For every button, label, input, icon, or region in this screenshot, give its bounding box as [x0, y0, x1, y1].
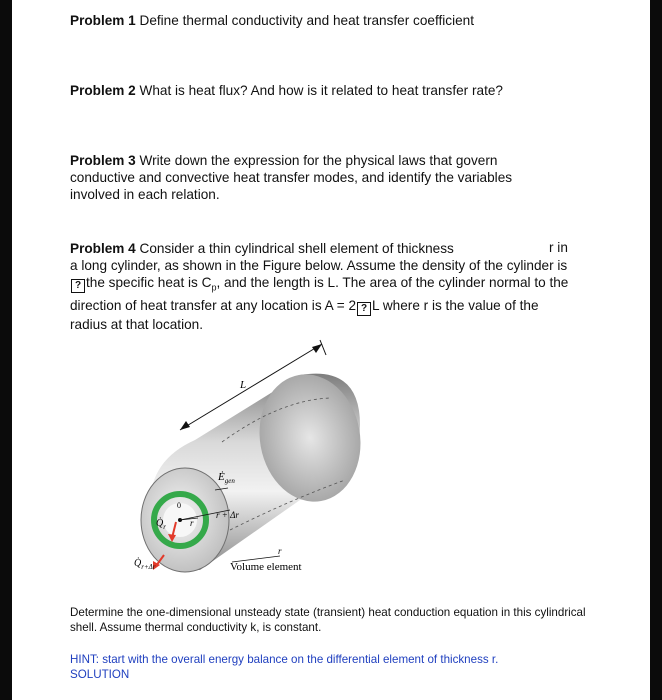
qr-plus-dr-label: $Q̇_{r+\Delta r}$ [134, 558, 156, 571]
missing-symbol-icon: ? [71, 279, 85, 293]
problem-1 [70, 12, 570, 29]
task-text: Determine the one-dimensional unsteady state (transient) heat conduction equation in this cylindrical shell. Assume thermal conductivity k, is constant. [70, 606, 586, 634]
hint-text: HINT: start with the overall energy balance on the differential element of thickness r. [70, 653, 499, 666]
r-axis-label: r [278, 546, 282, 556]
problem-4-text-e: L where r is the value of the radius at that location. [70, 297, 539, 332]
problem-4 [70, 240, 575, 333]
egen-label: $Ė_{gen}$ [218, 471, 235, 485]
inner-radius-label: r [190, 518, 194, 528]
problem-4-text-b: a long cylinder, as shown in the Figure below. Assume the density of the cylinder is [70, 258, 568, 273]
solution-label: SOLUTION [70, 668, 130, 681]
arrowhead-icon [180, 421, 190, 430]
problem-3-label: Problem 3 [70, 153, 136, 168]
problem-2-text: What is heat flux? And how is it related to heat transfer rate? [135, 83, 503, 98]
problem-1-label: Problem 1 [70, 13, 136, 28]
r-in-text: r in [549, 240, 568, 255]
problem-1-text: Define thermal conductivity and heat transfer coefficient [135, 13, 474, 28]
problem-4-text-d: , and the length is L. The area of the cylinder normal to the direction of heat transfer at any location is A = 2 [70, 275, 569, 313]
problem-2-label: Problem 2 [70, 83, 136, 98]
qr-label: $Q̇_r$ [156, 518, 166, 531]
extension-line [320, 340, 326, 355]
missing-symbol-icon: ? [357, 302, 371, 316]
volume-element-label: Volume element [230, 561, 302, 573]
right-dark-border [650, 0, 662, 700]
problem-4-text-a: Consider a thin cylindrical shell element of thickness [135, 241, 454, 256]
problem-4-text-c: the specific heat is C [86, 275, 212, 290]
hint-block [70, 652, 590, 682]
problem-2 [70, 82, 570, 99]
problem-3 [70, 152, 550, 203]
outer-radius-label: r + Δr [216, 510, 239, 520]
center-zero-label: 0 [177, 501, 181, 510]
problem-4-label: Problem 4 [70, 241, 136, 256]
arrowhead-icon [312, 344, 322, 353]
cp-subscript: p [211, 282, 217, 293]
problem-3-text: Write down the expression for the physical laws that govern conductive and convective heat transfer modes, and identify the variables involved in each relation. [70, 153, 513, 202]
cylinder-figure [130, 330, 380, 590]
length-label: L [240, 379, 247, 391]
left-dark-border [0, 0, 12, 700]
